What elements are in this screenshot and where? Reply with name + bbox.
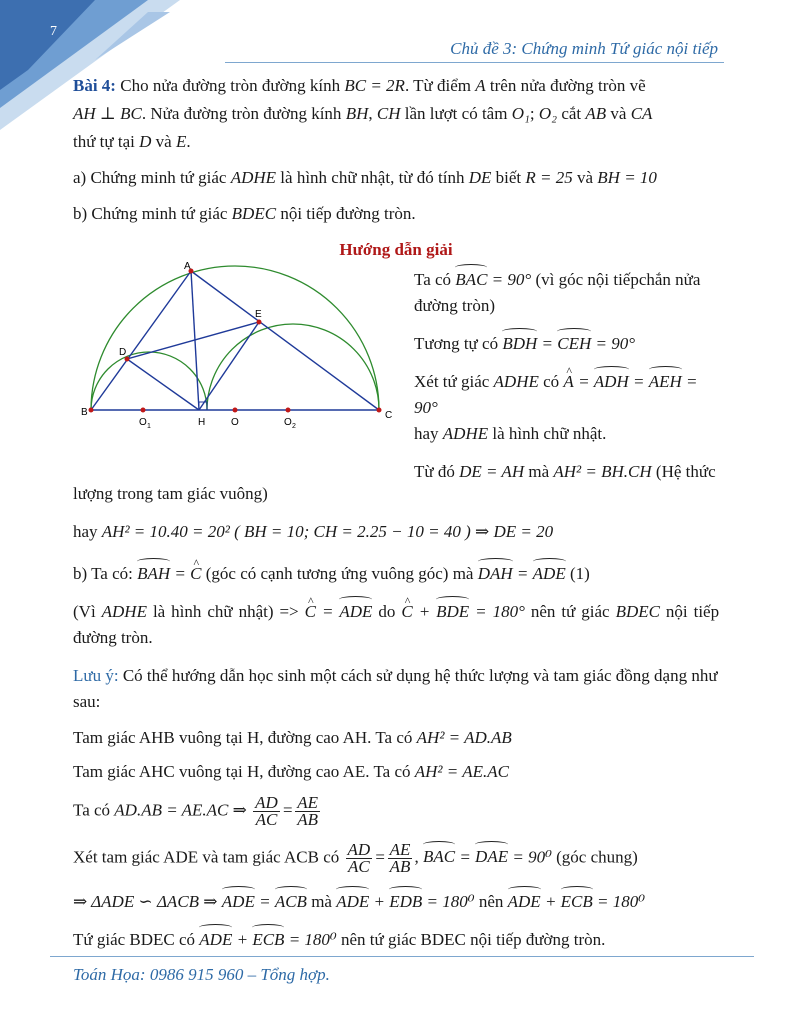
label-b: B [81,407,88,418]
math: ⇒ ΔADE ∽ ΔACB ⇒ [73,892,218,911]
text: b) Chứng minh tứ giác [73,204,228,223]
note-line-2 [73,759,719,785]
math: BDE [436,599,469,625]
text: Tứ giác BDEC có [73,930,196,949]
footer-text: Toán Họa: 0986 915 960 – Tổng hợp. [73,965,330,984]
math: ^ C [305,599,316,625]
text: nên tứ giác BDEC nội tiếp đường tròn. [340,930,606,949]
label-d: D [119,347,127,358]
solution-side-text [414,267,719,485]
math: + [236,930,249,949]
text: Xét tam giác ADE và tam giác ACB có [73,847,340,867]
math: ADE [508,889,541,915]
text: (Hệ thức [655,462,716,481]
math: AH² = BH.CH [553,462,652,481]
solution-heading: Hướng dẫn giải [339,240,453,259]
math: AD.AB = AE.AC ⇒ [114,800,247,820]
text: a) Chứng minh tứ giác [73,168,227,187]
text: và [610,104,627,123]
math: O₁ [511,104,530,123]
geometry-figure [81,261,393,473]
text: do [378,602,396,621]
numerator: AD [255,793,278,812]
math: = 180⁰ [426,892,475,911]
label-o2-sub: 2 [292,423,296,430]
denominator: AB [297,810,319,829]
label-a: A [184,261,191,272]
label-o: O [231,417,239,428]
math: AH² = AE.AC [414,762,509,781]
text: hay [414,424,439,443]
page-content [73,73,719,953]
page-number: 7 [50,24,57,39]
text: Có thể hướng dẫn học sinh một cách sử dụng hệ thức lượng và tam giác đồng dạng như sau: [73,666,718,711]
math: ADHE [442,424,489,443]
text: (1) [569,564,590,583]
math: A [475,76,486,95]
sol-line-3 [414,369,719,421]
denominator: AC [255,810,278,829]
math: = [633,372,645,391]
math: ADH [594,369,629,395]
math: ADE [222,889,255,915]
sol-line-4 [414,421,719,447]
text: Từ đó [414,462,455,481]
numerator: AD [347,840,371,859]
text: nội tiếp đường tròn. [73,602,720,647]
text: Tam giác AHB vuông tại H, đường cao AH. Ta có [73,728,413,747]
label-e: E [255,309,262,320]
text: (góc có cạnh tương ứng vuông góc) mà [205,564,474,583]
math: = [259,892,271,911]
text: . [186,132,191,151]
math: = [374,847,386,867]
math: ^ C [190,561,201,587]
problem-label: Bài 4: [73,76,116,95]
math: ADHE [493,372,539,391]
math: = [578,372,590,391]
text: và [576,168,594,187]
math: ACB [275,889,307,915]
sol-line-5 [414,459,719,485]
math: CA [630,104,653,123]
text: mà [311,892,332,911]
math: BDEC [231,204,277,223]
math: DAE [475,844,508,870]
math: = [459,847,471,867]
note-line-3 [73,795,719,828]
math: BAC [455,267,487,293]
math: ECB [252,927,284,953]
problem-line-3 [73,129,719,155]
numerator: AE [389,840,411,859]
text: Ta có [73,800,111,820]
denominator: AC [347,857,370,876]
numerator: AE [297,793,319,812]
math: = [281,800,294,820]
text: . Nửa đường tròn đường kính [141,104,342,123]
text: trên nửa đường tròn vẽ [489,76,646,95]
denominator: AB [389,857,411,876]
math: O₂ [538,104,558,123]
math: E [175,132,187,151]
text: hay [73,522,98,541]
math: ADHE [230,168,277,187]
math: ADE [199,927,232,953]
math: + [544,892,557,911]
fraction-ae-ab [295,795,320,828]
math: ^ C [401,599,412,625]
text: , [414,847,419,867]
math: ADE [533,561,566,587]
text: mà [528,462,550,481]
note-line-5 [73,889,719,915]
text: nên tứ giác [530,602,610,621]
math: D [139,132,152,151]
math: = [174,564,186,583]
math: = [516,564,529,583]
math: DAH [478,561,513,587]
math: = 90° [595,334,636,353]
label-h: H [198,417,206,428]
math: ADE [339,599,372,625]
text: (Vì [73,602,96,621]
text: Cho nửa đường tròn đường kính [120,76,341,95]
math: EDB [389,889,422,915]
sol-line-6: lượng trong tam giác vuông) [73,484,268,503]
math: DE = AH [459,462,525,481]
math: = 90° [414,372,698,417]
math: AH² = 10.40 = 20² ( BH = 10; CH = 2.25 − 10 = 40 ) ⇒ DE = 20 [101,522,554,541]
fraction-ad-ac-2 [346,842,373,875]
sol-line-1 [414,267,719,319]
text: là hình chữ nhật, từ đó tính [280,168,465,187]
math: BAH [137,561,170,587]
fraction-ae-ab-2 [388,842,413,875]
note-paragraph [73,663,719,715]
text: Xét tứ giác [414,372,490,391]
fraction-ad-ac [253,795,280,828]
text: Tam giác AHC vuông tại H, đường cao AE. Ta có [73,762,411,781]
text: ; [529,104,535,123]
question-a [73,165,719,191]
math: AB [585,104,607,123]
math: = 180⁰ [597,892,646,911]
text: nội tiếp đường tròn. [280,204,416,223]
note-line-6 [73,927,719,953]
math: BDH [502,331,537,357]
math: BAC [423,844,455,870]
text: là hình chữ nhật. [492,424,607,443]
math: BDEC [615,602,660,621]
text: và [155,132,172,151]
text: (góc chung) [556,847,638,867]
math: ^ A [563,369,573,395]
math: AH ⊥ BC [73,104,142,123]
text: lần lượt có tâm [404,104,508,123]
math: = [321,602,334,621]
sol-line-7 [73,519,719,545]
math: = 90⁰ [512,847,552,867]
math: ADE [336,889,369,915]
label-o1-sub: 1 [147,423,151,430]
sol-line-2 [414,331,719,357]
math: = [541,334,554,353]
math: = 180⁰ [288,930,337,949]
text: thứ tự tại [73,132,135,151]
text: cắt [561,104,582,123]
text: , [368,104,373,123]
label-o1: O [139,417,147,428]
text: là hình chữ nhật) => [152,602,299,621]
footer-rule [50,956,754,957]
math: CEH [557,331,591,357]
math: = 180° [475,602,525,621]
text: Ta có [414,270,452,289]
solution-block [73,261,719,481]
math: BH = 10 [597,168,657,187]
math: = 90° [491,270,532,289]
note-line-4 [73,842,719,875]
header-title: Chủ đề 3: Chứng minh Tứ giác nội tiếp [450,39,718,58]
math: ECB [561,889,593,915]
header-rule [225,62,724,63]
label-o2: O [284,417,292,428]
sol-b-line-2 [73,599,719,651]
math: BC = 2R [344,76,405,95]
label-c: C [385,410,393,421]
math: BH [345,104,369,123]
problem-line-1 [73,73,719,99]
problem-line-2 [73,101,719,127]
text: nên [478,892,504,911]
question-b [73,201,719,227]
math: + [373,892,385,911]
text: (vì góc nội tiếpchắn nửa đường tròn) [414,270,701,315]
math: DE [468,168,492,187]
math: R = 25 [525,168,573,187]
text: Tương tự có [414,334,499,353]
math: AEH [649,369,682,395]
text: b) Ta có: [73,564,133,583]
note-line-1 [73,725,719,751]
note-label: Lưu ý: [73,666,119,685]
sol-b-line-1 [73,561,719,587]
math: CH [376,104,401,123]
text: biết [495,168,522,187]
text: . Từ điểm [404,76,471,95]
math: AH² = AD.AB [416,728,512,747]
math: + [418,602,431,621]
text: có [543,372,560,391]
math: ADHE [101,602,147,621]
